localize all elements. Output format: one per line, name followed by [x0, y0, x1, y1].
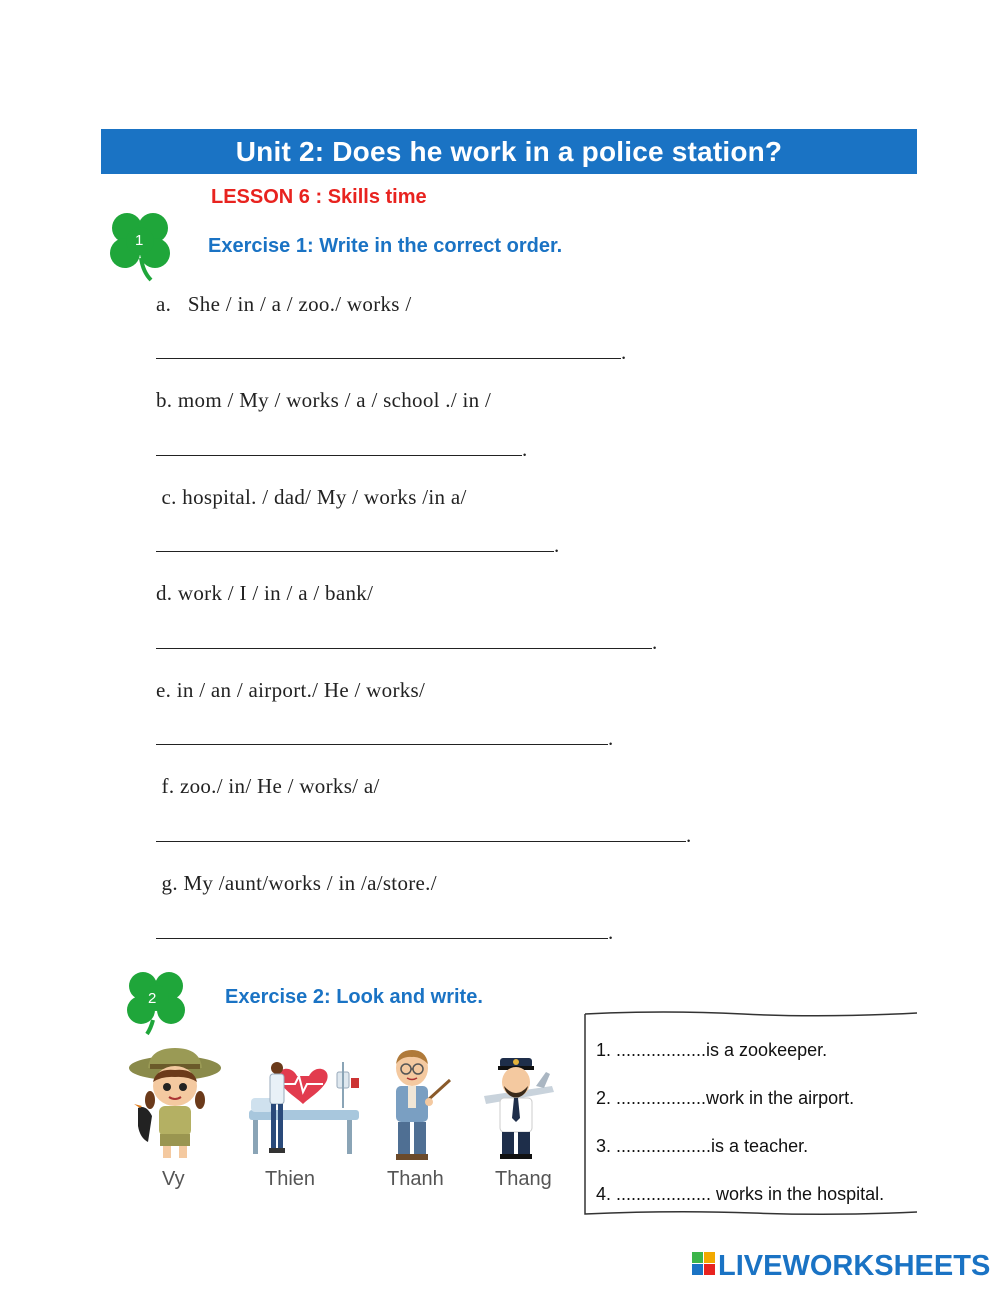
- clover-icon: [105, 208, 175, 284]
- question-f: f. zoo./ in/ He / works/ a/: [156, 774, 380, 798]
- answer-period: .: [522, 437, 528, 461]
- answer-period: .: [554, 533, 560, 557]
- sentence-item[interactable]: 3. ...................is a teacher.: [596, 1136, 809, 1156]
- zookeeper-girl-icon: [126, 1046, 224, 1162]
- person-name: Thanh: [387, 1168, 444, 1190]
- answer-period: .: [608, 920, 614, 944]
- brand-name: LIVEWORKSHEETS: [718, 1250, 991, 1282]
- hospital-doctor-icon: [247, 1058, 363, 1162]
- question-d: d. work / I / in / a / bank/: [156, 581, 374, 605]
- question-a: a. She / in / a / zoo./ works /: [156, 292, 412, 316]
- lesson-label: LESSON 6 : Skills time: [211, 186, 427, 208]
- sentence-item[interactable]: 1. ..................is a zookeeper.: [596, 1040, 828, 1060]
- question-c: c. hospital. / dad/ My / works /in a/: [156, 485, 467, 509]
- answer-period: .: [621, 340, 627, 364]
- answer-period: .: [686, 823, 692, 847]
- exercise1-title: Exercise 1: Write in the correct order.: [208, 235, 563, 257]
- answer-line-f[interactable]: [156, 841, 686, 842]
- answer-line-b[interactable]: [156, 455, 522, 456]
- exercise2-title: Exercise 2: Look and write.: [225, 986, 483, 1008]
- pilot-icon: [474, 1052, 558, 1162]
- question-e: e. in / an / airport./ He / works/: [156, 678, 426, 702]
- exercise-number: 2: [148, 990, 157, 1007]
- teacher-icon: [382, 1046, 454, 1162]
- person-name: Vy: [162, 1168, 185, 1190]
- answer-period: .: [652, 630, 658, 654]
- person-name: Thien: [265, 1168, 316, 1190]
- answer-period: .: [608, 726, 614, 750]
- sentence-item[interactable]: 4. ................... works in the hospital.: [596, 1184, 885, 1204]
- answer-line-g[interactable]: [156, 938, 608, 939]
- liveworksheets-logo-icon: [692, 1252, 716, 1276]
- page-title: Unit 2: Does he work in a police station?: [235, 136, 783, 167]
- answer-line-e[interactable]: [156, 744, 608, 745]
- exercise-number: 1: [135, 232, 144, 249]
- answer-line-a[interactable]: [156, 358, 621, 359]
- answer-line-d[interactable]: [156, 648, 652, 649]
- question-b: b. mom / My / works / a / school ./ in /: [156, 388, 492, 412]
- clover-icon: [123, 968, 193, 1038]
- person-name: Thang: [495, 1168, 552, 1190]
- answer-line-c[interactable]: [156, 551, 554, 552]
- sentence-item[interactable]: 2. ..................work in the airport.: [596, 1088, 855, 1108]
- question-g: g. My /aunt/works / in /a/store./: [156, 871, 437, 895]
